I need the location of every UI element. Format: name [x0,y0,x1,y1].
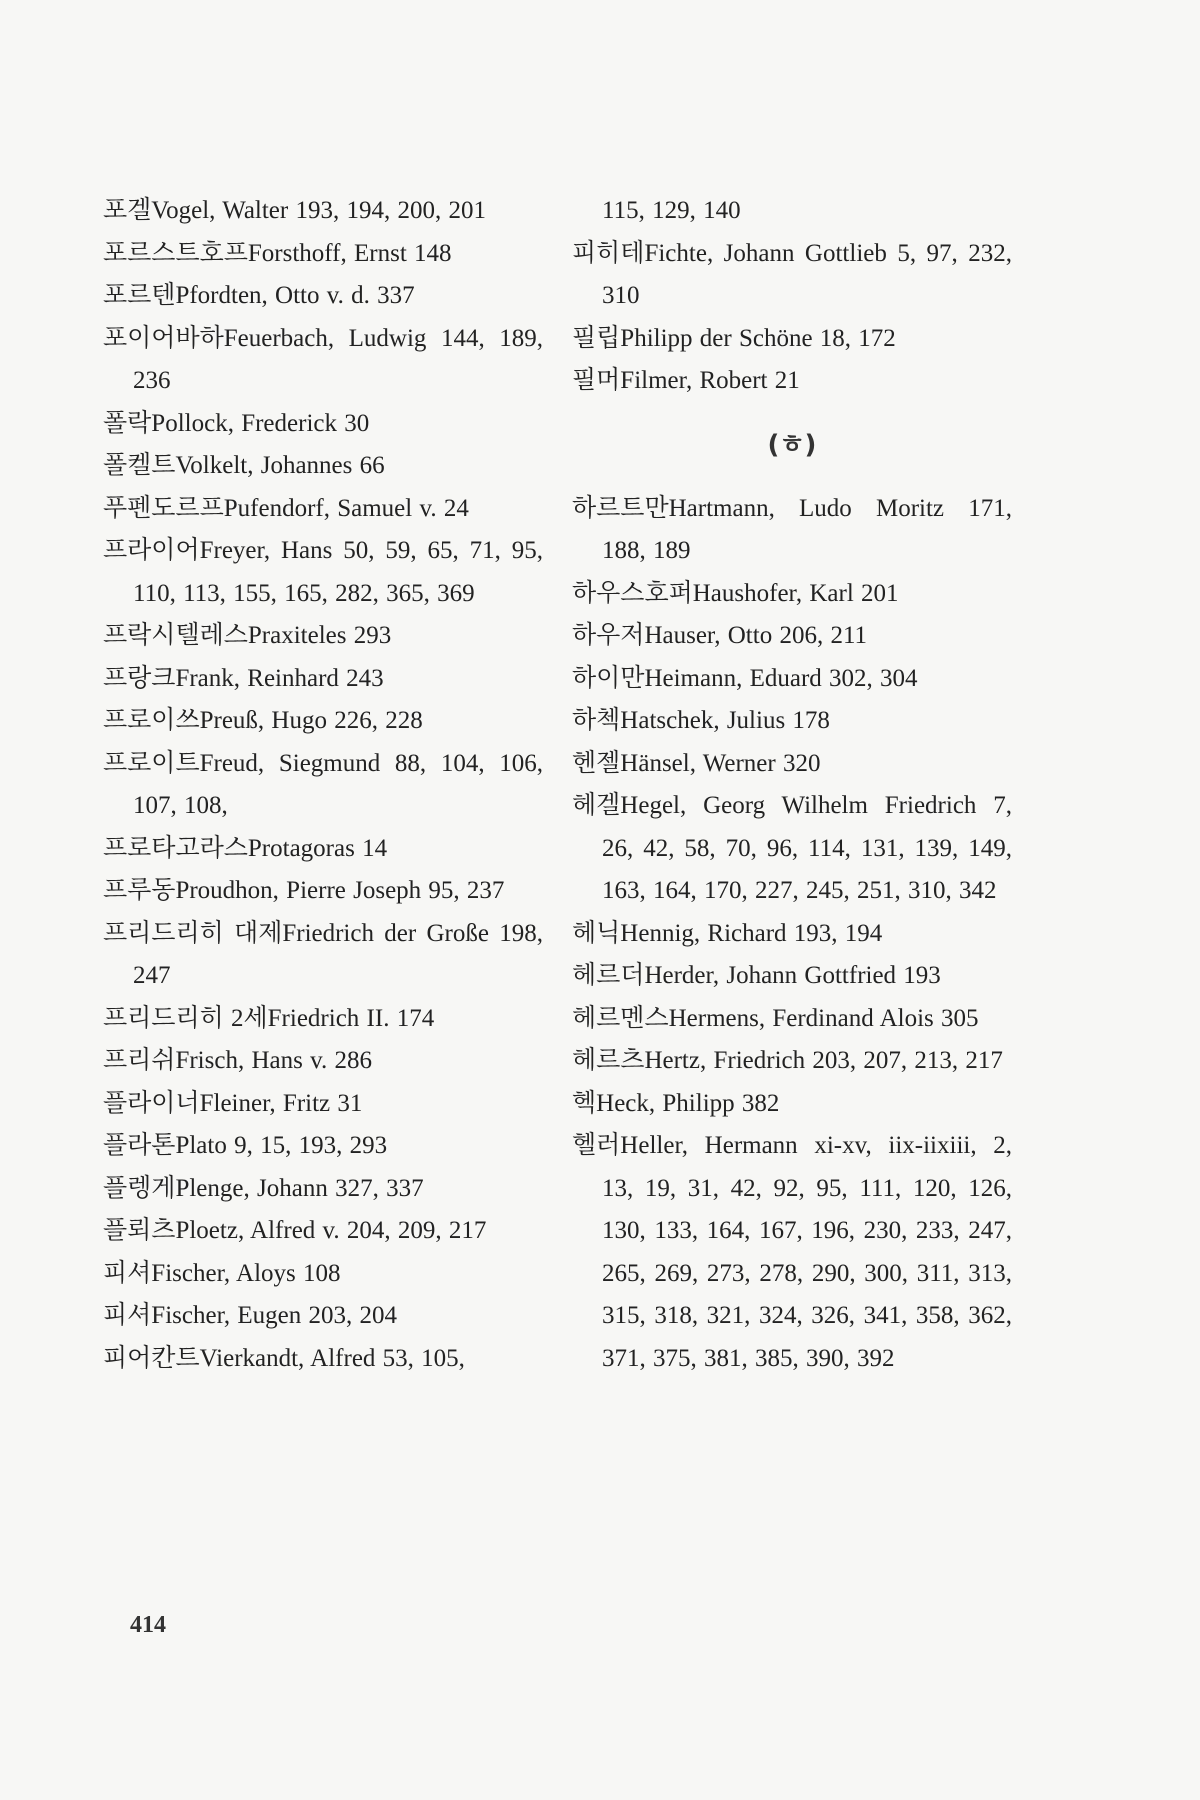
index-entry: 헤겔Hegel, Georg Wilhelm Friedrich 7, 26, 42, 58, 70, 96, 114, 131, 139, 149, 163, 164, 170, 227, 245, 251, 310, 342 [572,792,1012,904]
index-entry: 헤닉Hennig, Richard 193, 194 [572,919,883,947]
index-entry: 헥Heck, Philipp 382 [572,1089,780,1117]
index-entry: 프라이어Freyer, Hans 50, 59, 65, 71, 95, 110, 113, 155, 165, 282, 365, 369 [103,537,543,607]
index-entry: 폴켈트Volkelt, Johannes 66 [103,452,385,479]
index-entry: 하첵Hatschek, Julius 178 [572,707,830,734]
index-entry: 플라이너Fleiner, Fritz 31 [103,1089,363,1117]
index-entry: 프랑크Frank, Reinhard 243 [103,664,384,692]
index-entry: 필립Philipp der Schöne 18, 172 [572,324,896,352]
index-entry: 프로타고라스Protagoras 14 [103,834,388,862]
index-entry: 하우저Hauser, Otto 206, 211 [572,622,868,649]
index-entry: 프리드리히 대제Friedrich der Große 198, 247 [103,919,543,989]
index-entry: 하이만Heimann, Eduard 302, 304 [572,664,918,692]
index-entry: 폴락Pollock, Frederick 30 [103,409,370,437]
index-entry: 하우스호퍼Haushofer, Karl 201 [572,579,899,607]
index-entry: 피어칸트Vierkandt, Alfred 53, 105, [103,1344,465,1372]
index-entry: 헤르츠Hertz, Friedrich 203, 207, 213, 217 [572,1047,1003,1074]
index-entry: 필머Filmer, Robert 21 [572,367,800,394]
index-entry: 하르트만Hartmann, Ludo Moritz 171, 188, 189 [572,494,1012,564]
index-entry: 플렝게Plenge, Johann 327, 337 [103,1174,424,1202]
index-entry: 프리쉬Frisch, Hans v. 286 [103,1047,372,1074]
index-entry: 포겔Vogel, Walter 193, 194, 200, 201 [103,197,486,224]
index-entry: 피히테Fichte, Johann Gottlieb 5, 97, 232, 310 [572,239,1012,309]
right-column [572,190,1012,1380]
index-entry: 프로이쓰Preuß, Hugo 226, 228 [103,707,423,734]
index-entry: 푸펜도르프Pufendorf, Samuel v. 24 [103,494,469,522]
index-entry: 헨젤Hänsel, Werner 320 [572,749,821,777]
index-entry: 포이어바하Feuerbach, Ludwig 144, 189, 236 [103,324,543,394]
index-entry: 프락시텔레스Praxiteles 293 [103,622,392,649]
index-entry: 포르텐Pfordten, Otto v. d. 337 [103,282,415,309]
index-entry-continued: 115, 129, 140 [602,197,741,224]
index-entry: 프루동Proudhon, Pierre Joseph 95, 237 [103,877,505,904]
page-number: 414 [130,1612,166,1638]
index-entry: 헤르더Herder, Johann Gottfried 193 [572,962,941,989]
index-entry: 피셔Fischer, Eugen 203, 204 [103,1302,398,1329]
index-entry: 헤르멘스Hermens, Ferdinand Alois 305 [572,1004,979,1032]
section-heading: (ㅎ) [767,429,817,460]
index-entry: 플라톤Plato 9, 15, 193, 293 [103,1132,388,1159]
index-entry: 포르스트호프Forsthoff, Ernst 148 [103,239,452,267]
index-entry: 프로이트Freud, Siegmund 88, 104, 106, 107, 108, [103,749,543,819]
left-column [103,190,543,1380]
index-entry: 피셔Fischer, Aloys 108 [103,1259,341,1287]
index-entry: 프리드리히 2세Friedrich II. 174 [103,1004,435,1032]
index-entry: 헬러Heller, Hermann xi-xv, iix-iixiii, 2, 13, 19, 31, 42, 92, 95, 111, 120, 126, 130, 133, 164, 167, 196, 230, 233, 247, 265, 269, 273, 278, 290, 300, 311, 313, 315, 318, 321, 324, 326, 341, 358, 362, 371, 375, 381, 385, 390, 392 [572,1132,1012,1372]
index-entry: 플뢰츠Ploetz, Alfred v. 204, 209, 217 [103,1217,487,1244]
